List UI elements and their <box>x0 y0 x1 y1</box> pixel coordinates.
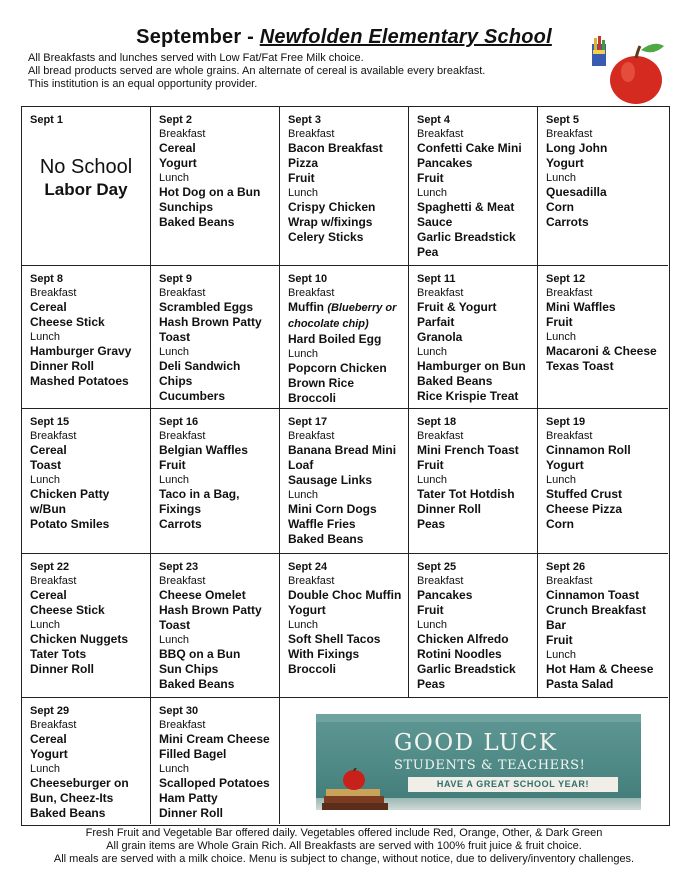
good-luck-banner <box>316 714 641 810</box>
breakfast-label: Breakfast <box>546 575 593 587</box>
menu-item: Yogurt <box>159 156 197 170</box>
day-date: Sept 1 <box>30 114 64 126</box>
day-date: Sept 18 <box>417 416 457 428</box>
calendar-cell-sept-18 <box>409 409 538 554</box>
breakfast-label: Breakfast <box>30 430 77 442</box>
lunch-label: Lunch <box>417 187 447 199</box>
menu-item: Sun Chips <box>159 662 219 676</box>
day-date: Sept 17 <box>288 416 328 428</box>
day-date: Sept 19 <box>546 416 586 428</box>
apple-on-books-icon <box>316 768 406 810</box>
menu-item: Texas Toast <box>546 359 614 373</box>
menu-item: Pizza <box>288 156 319 170</box>
breakfast-label: Breakfast <box>30 287 77 299</box>
menu-item: Hamburger on Bun <box>417 359 526 373</box>
calendar-cell-sept-22 <box>22 554 151 698</box>
banner-trim <box>316 714 641 722</box>
menu-item: Loaf <box>288 458 314 472</box>
menu-item: Stuffed Crust <box>546 487 622 501</box>
calendar-cell-sept-30 <box>151 698 280 824</box>
menu-item: Macaroni & Cheese <box>546 344 657 358</box>
menu-item: Rice Krispie Treat <box>417 389 519 403</box>
calendar-cell-sept-16 <box>151 409 280 554</box>
menu-item: Cucumbers <box>159 389 226 403</box>
day-date: Sept 4 <box>417 114 451 126</box>
menu-item: Pea <box>417 245 439 259</box>
intro-line: All bread products served are whole grains. An alternate of cereal is available every breakfast. <box>28 65 486 77</box>
menu-item: Quesadilla <box>546 185 607 199</box>
lunch-label: Lunch <box>159 763 189 775</box>
menu-item: Brown Rice <box>288 376 355 390</box>
menu-item: Mini French Toast <box>417 443 519 457</box>
menu-item: Deli Sandwich <box>159 359 241 373</box>
menu-item: Bar <box>546 618 567 632</box>
lunch-label: Lunch <box>159 346 189 358</box>
menu-item: Celery Sticks <box>288 230 364 244</box>
breakfast-label: Breakfast <box>417 575 464 587</box>
menu-item: Dinner Roll <box>159 806 224 820</box>
lunch-label: Lunch <box>288 619 318 631</box>
calendar-cell-sept-9 <box>151 266 280 409</box>
menu-item: Baked Beans <box>30 806 106 820</box>
menu-item: Fruit <box>288 171 315 185</box>
menu-item: Crunch Breakfast <box>546 603 647 617</box>
menu-item: Crispy Chicken <box>288 200 376 214</box>
menu-item: Scrambled Eggs <box>159 300 254 314</box>
menu-item: Dinner Roll <box>417 502 482 516</box>
menu-item: Cheese Omelet <box>159 588 246 602</box>
calendar-cell-sept-23 <box>151 554 280 698</box>
day-date: Sept 23 <box>159 561 199 573</box>
lunch-label: Lunch <box>546 331 576 343</box>
day-date: Sept 25 <box>417 561 457 573</box>
calendar-cell-sept-25 <box>409 554 538 698</box>
breakfast-label: Breakfast <box>417 287 464 299</box>
menu-item: Cereal <box>159 141 196 155</box>
menu-item: Garlic Breadstick <box>417 230 516 244</box>
menu-item: Toast <box>159 618 191 632</box>
menu-item: Tater Tot Hotdish <box>417 487 515 501</box>
menu-item: Chicken Patty <box>30 487 110 501</box>
menu-item: BBQ on a Bun <box>159 647 241 661</box>
menu-item: Cinnamon Roll <box>546 443 631 457</box>
menu-item: Peas <box>417 517 446 531</box>
apple-pencils-icon <box>588 36 670 106</box>
breakfast-label: Breakfast <box>546 430 593 442</box>
menu-item: Cereal <box>30 588 67 602</box>
lunch-label: Lunch <box>417 619 447 631</box>
menu-item: Chicken Alfredo <box>417 632 509 646</box>
footer-line: Fresh Fruit and Vegetable Bar offered daily. Vegetables offered include Red, Orange, Other, & Dark Green <box>85 827 603 839</box>
day-date: Sept 9 <box>159 273 193 285</box>
menu-item: Pasta Salad <box>546 677 614 691</box>
menu-item: Peas <box>417 677 446 691</box>
menu-item: Cinnamon Toast <box>546 588 640 602</box>
menu-item: Dinner Roll <box>30 359 95 373</box>
menu-item: Fruit & Yogurt <box>417 300 497 314</box>
no-school-notice <box>22 155 150 201</box>
breakfast-label: Breakfast <box>159 128 206 140</box>
menu-item: Soft Shell Tacos <box>288 632 381 646</box>
menu-item: Sauce <box>417 215 453 229</box>
calendar-cell-sept-4 <box>409 107 538 266</box>
banner-tagline: HAVE A GREAT SCHOOL YEAR! <box>408 777 618 792</box>
menu-item: Toast <box>159 330 191 344</box>
calendar-cell-sept-1 <box>22 107 151 266</box>
lunch-label: Lunch <box>288 489 318 501</box>
footer-notes <box>0 827 688 866</box>
menu-item: Dinner Roll <box>30 662 95 676</box>
lunch-label: Lunch <box>288 348 318 360</box>
calendar-cell-sept-11 <box>409 266 538 409</box>
menu-item: Long John <box>546 141 608 155</box>
menu-item: Hash Brown Patty <box>159 315 262 329</box>
menu-item: Carrots <box>159 517 202 531</box>
breakfast-label: Breakfast <box>288 287 335 299</box>
lunch-label: Lunch <box>546 172 576 184</box>
menu-item: Taco in a Bag, <box>159 487 240 501</box>
footer-line: All meals are served with a milk choice. Menu is subject to change, without notice, due to delivery/inventory challenges. <box>53 853 635 865</box>
day-date: Sept 10 <box>288 273 328 285</box>
menu-item: Garlic Breadstick <box>417 662 516 676</box>
menu-item: Wrap w/fixings <box>288 215 373 229</box>
day-date: Sept 8 <box>30 273 64 285</box>
menu-item: Hamburger Gravy <box>30 344 132 358</box>
menu-item: Banana Bread Mini <box>288 443 397 457</box>
menu-item: Double Choc Muffin <box>288 588 402 602</box>
menu-item: Corn <box>546 517 574 531</box>
menu-item: Fruit <box>417 171 444 185</box>
calendar-cell-sept-26 <box>538 554 668 698</box>
menu-item: Scalloped Potatoes <box>159 776 270 790</box>
menu-item: Baked Beans <box>417 374 493 388</box>
breakfast-label: Breakfast <box>546 287 593 299</box>
menu-item: Carrots <box>546 215 589 229</box>
banner-headline: GOOD LUCK <box>394 730 558 756</box>
breakfast-label: Breakfast <box>417 430 464 442</box>
menu-item: Hard Boiled Egg <box>288 332 382 346</box>
menu-item: Cereal <box>30 443 67 457</box>
menu-item: Parfait <box>417 315 455 329</box>
menu-item: Hot Ham & Cheese <box>546 662 654 676</box>
menu-item: Cheese Pizza <box>546 502 623 516</box>
menu-item: Cereal <box>30 300 67 314</box>
title-prefix: September - <box>136 26 260 48</box>
menu-item: Corn <box>546 200 574 214</box>
menu-item: Cereal <box>30 732 67 746</box>
menu-item: Cheese Stick <box>30 315 105 329</box>
menu-item: Rotini Noodles <box>417 647 502 661</box>
lunch-label: Lunch <box>159 172 189 184</box>
menu-item: Broccoli <box>288 391 337 405</box>
menu-item: Baked Beans <box>159 677 235 691</box>
breakfast-label: Breakfast <box>417 128 464 140</box>
no-school-text: No School <box>39 156 133 178</box>
calendar-cell-sept-3 <box>280 107 409 266</box>
calendar-cell-sept-10 <box>280 266 409 409</box>
lunch-label: Lunch <box>417 474 447 486</box>
menu-item: Ham Patty <box>159 791 218 805</box>
calendar-cell-sept-5 <box>538 107 668 266</box>
breakfast-label: Breakfast <box>546 128 593 140</box>
calendar-cell-sept-29 <box>22 698 151 824</box>
menu-item <box>288 300 404 332</box>
lunch-label: Lunch <box>546 649 576 661</box>
breakfast-label: Breakfast <box>288 575 335 587</box>
intro-line: All Breakfasts and lunches served with Low Fat/Fat Free Milk choice. <box>28 52 364 64</box>
menu-item: Chicken Nuggets <box>30 632 129 646</box>
day-date: Sept 30 <box>159 705 199 717</box>
calendar-cell-sept-8 <box>22 266 151 409</box>
breakfast-label: Breakfast <box>159 719 206 731</box>
menu-item: Fruit <box>546 633 573 647</box>
menu-item: Fruit <box>417 458 444 472</box>
day-date: Sept 2 <box>159 114 193 126</box>
menu-item: Waffle Fries <box>288 517 356 531</box>
breakfast-label: Breakfast <box>159 430 206 442</box>
footer-line: All grain items are Whole Grain Rich. All Breakfasts are served with 100% fruit juice & fruit choice. <box>106 840 582 852</box>
menu-item: Cheese Stick <box>30 603 105 617</box>
holiday-text: Labor Day <box>44 180 128 199</box>
menu-item: With Fixings <box>288 647 360 661</box>
menu-item: Mini Waffles <box>546 300 616 314</box>
lunch-label: Lunch <box>30 619 60 631</box>
menu-item: Yogurt <box>546 156 584 170</box>
day-date: Sept 11 <box>417 273 456 285</box>
day-date: Sept 15 <box>30 416 70 428</box>
lunch-label: Lunch <box>30 763 60 775</box>
breakfast-label: Breakfast <box>30 575 77 587</box>
calendar-cell-sept-19 <box>538 409 668 554</box>
menu-item: Baked Beans <box>159 215 235 229</box>
menu-item: Cheeseburger on <box>30 776 129 790</box>
menu-item: Sausage Links <box>288 473 373 487</box>
day-date: Sept 12 <box>546 273 586 285</box>
calendar-cell-sept-12 <box>538 266 668 409</box>
menu-item: Hot Dog on a Bun <box>159 185 261 199</box>
lunch-label: Lunch <box>159 634 189 646</box>
page-title <box>0 26 688 49</box>
menu-item: Potato Smiles <box>30 517 110 531</box>
menu-item: Yogurt <box>288 603 326 617</box>
lunch-label: Lunch <box>288 187 318 199</box>
calendar-cell-sept-17 <box>280 409 409 554</box>
menu-item: Fixings <box>159 502 202 516</box>
menu-item: Popcorn Chicken <box>288 361 387 375</box>
day-date: Sept 3 <box>288 114 322 126</box>
day-date: Sept 5 <box>546 114 580 126</box>
menu-item: Bacon Breakfast <box>288 141 383 155</box>
banner-subline: STUDENTS & TEACHERS! <box>394 758 586 773</box>
day-date: Sept 26 <box>546 561 586 573</box>
menu-item: Sunchips <box>159 200 214 214</box>
calendar-cell-sept-24 <box>280 554 409 698</box>
school-name: Newfolden Elementary School <box>259 26 552 48</box>
calendar-cell-sept-2 <box>151 107 280 266</box>
menu-item: Toast <box>30 458 62 472</box>
menu-item: Pancakes <box>417 156 473 170</box>
menu-item: Pancakes <box>417 588 473 602</box>
lunch-label: Lunch <box>30 331 60 343</box>
day-date: Sept 29 <box>30 705 70 717</box>
calendar-cell-sept-15 <box>22 409 151 554</box>
lunch-label: Lunch <box>30 474 60 486</box>
menu-item: Fruit <box>546 315 573 329</box>
menu-item: Confetti Cake Mini <box>417 141 522 155</box>
menu-item: Tater Tots <box>30 647 87 661</box>
breakfast-label: Breakfast <box>159 575 206 587</box>
menu-item-note: (Blueberry or chocolate chip) <box>288 302 397 330</box>
menu-item: Filled Bagel <box>159 747 227 761</box>
lunch-label: Lunch <box>159 474 189 486</box>
menu-item: Hash Brown Patty <box>159 603 262 617</box>
menu-item: Chips <box>159 374 193 388</box>
breakfast-label: Breakfast <box>30 719 77 731</box>
menu-item: Spaghetti & Meat <box>417 200 515 214</box>
menu-item: Mini Corn Dogs <box>288 502 377 516</box>
breakfast-label: Breakfast <box>288 128 335 140</box>
menu-item: Yogurt <box>30 747 68 761</box>
menu-item: Granola <box>417 330 463 344</box>
menu-item-main: Muffin <box>288 300 324 314</box>
day-date: Sept 24 <box>288 561 328 573</box>
intro-line: This institution is an equal opportunity provider. <box>28 78 258 90</box>
breakfast-label: Breakfast <box>288 430 335 442</box>
menu-item: Fruit <box>417 603 444 617</box>
menu-item: Yogurt <box>546 458 584 472</box>
lunch-label: Lunch <box>546 474 576 486</box>
menu-item: Mashed Potatoes <box>30 374 129 388</box>
lunch-label: Lunch <box>417 346 447 358</box>
menu-item: Fruit <box>159 458 186 472</box>
menu-item: Baked Beans <box>288 532 364 546</box>
menu-item: w/Bun <box>30 502 66 516</box>
menu-item: Bun, Cheez-Its <box>30 791 114 805</box>
intro-notes <box>28 52 588 91</box>
breakfast-label: Breakfast <box>159 287 206 299</box>
menu-item: Mini Cream Cheese <box>159 732 270 746</box>
day-date: Sept 22 <box>30 561 70 573</box>
menu-item: Belgian Waffles <box>159 443 248 457</box>
day-date: Sept 16 <box>159 416 199 428</box>
menu-item: Broccoli <box>288 662 337 676</box>
